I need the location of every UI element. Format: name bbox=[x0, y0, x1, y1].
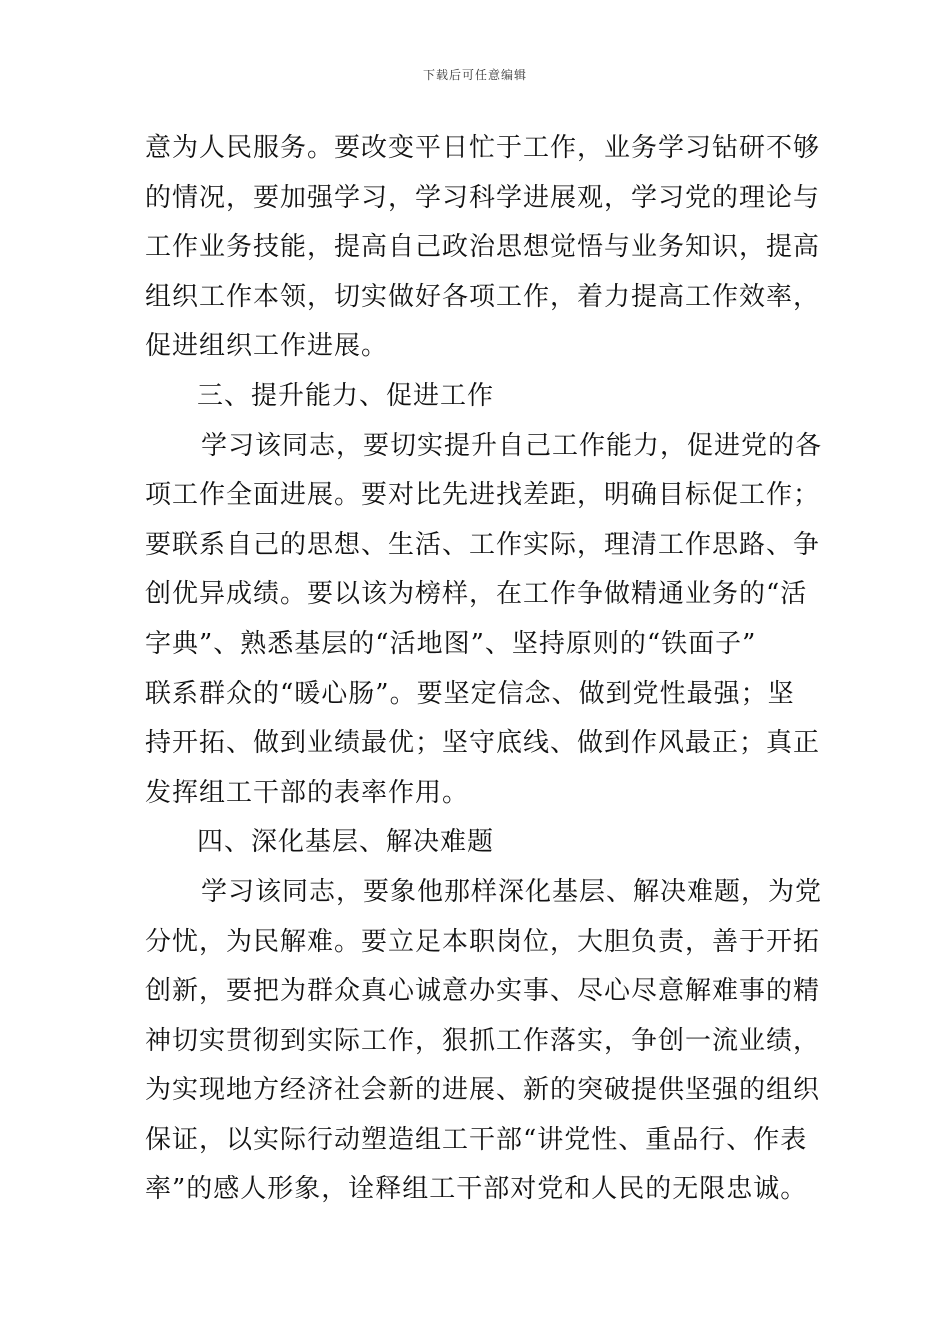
paragraph-first-line: 学习该同志，要切实提升自己工作能力，促进党的各 bbox=[201, 430, 823, 461]
text-line: 分忧，为民解难。要立足本职岗位，大胆负责，善于开拓 bbox=[145, 926, 821, 957]
text-line: 的情况，要加强学习，学习科学进展观，学习党的理论与 bbox=[145, 182, 821, 213]
text-line: 创新，要把为群众真心诚意办实事、尽心尽意解难事的精 bbox=[145, 976, 821, 1007]
paragraph-first-line: 学习该同志，要象他那样深化基层、解决难题，为党 bbox=[201, 876, 823, 907]
text-line: 组织工作本领，切实做好各项工作，着力提高工作效率， bbox=[145, 281, 821, 312]
document-body bbox=[145, 124, 823, 1215]
text-line: 神切实贯彻到实际工作，狠抓工作落实，争创一流业绩， bbox=[145, 1025, 821, 1056]
section-heading: 四、深化基层、解决难题 bbox=[197, 827, 495, 858]
text-line: 工作业务技能，提高自己政治思想觉悟与业务知识，提高 bbox=[145, 232, 821, 263]
text-line: 率”的感人形象，诠释组工干部对党和人民的无限忠诚。 bbox=[145, 1174, 808, 1205]
text-line: 持开拓、做到业绩最优；坚守底线、做到作风最正；真正 bbox=[145, 728, 821, 759]
text-line: 要联系自己的思想、生活、工作实际，理清工作思路、争 bbox=[145, 529, 821, 560]
section-heading: 三、提升能力、促进工作 bbox=[197, 380, 495, 411]
text-line: 联系群众的“暖心肠”。要坚定信念、做到党性最强；坚 bbox=[145, 678, 795, 709]
text-line: 促进组织工作进展。 bbox=[145, 331, 389, 362]
text-line: 项工作全面进展。要对比先进找差距，明确目标促工作； bbox=[145, 480, 821, 511]
text-line: 字典”、熟悉基层的“活地图”、坚持原则的“铁面子” bbox=[145, 628, 757, 659]
text-line: 意为人民服务。要改变平日忙于工作，业务学习钻研不够 bbox=[145, 133, 821, 163]
text-line: 保证，以实际行动塑造组工干部“讲党性、重品行、作表 bbox=[145, 1124, 808, 1155]
page-header-note: 下载后可任意编辑 bbox=[422, 68, 527, 82]
text-line: 为实现地方经济社会新的进展、新的突破提供坚强的组织 bbox=[145, 1075, 821, 1106]
text-line: 发挥组工干部的表率作用。 bbox=[145, 777, 470, 808]
text-line: 创优异成绩。要以该为榜样，在工作争做精通业务的“活 bbox=[145, 579, 808, 610]
